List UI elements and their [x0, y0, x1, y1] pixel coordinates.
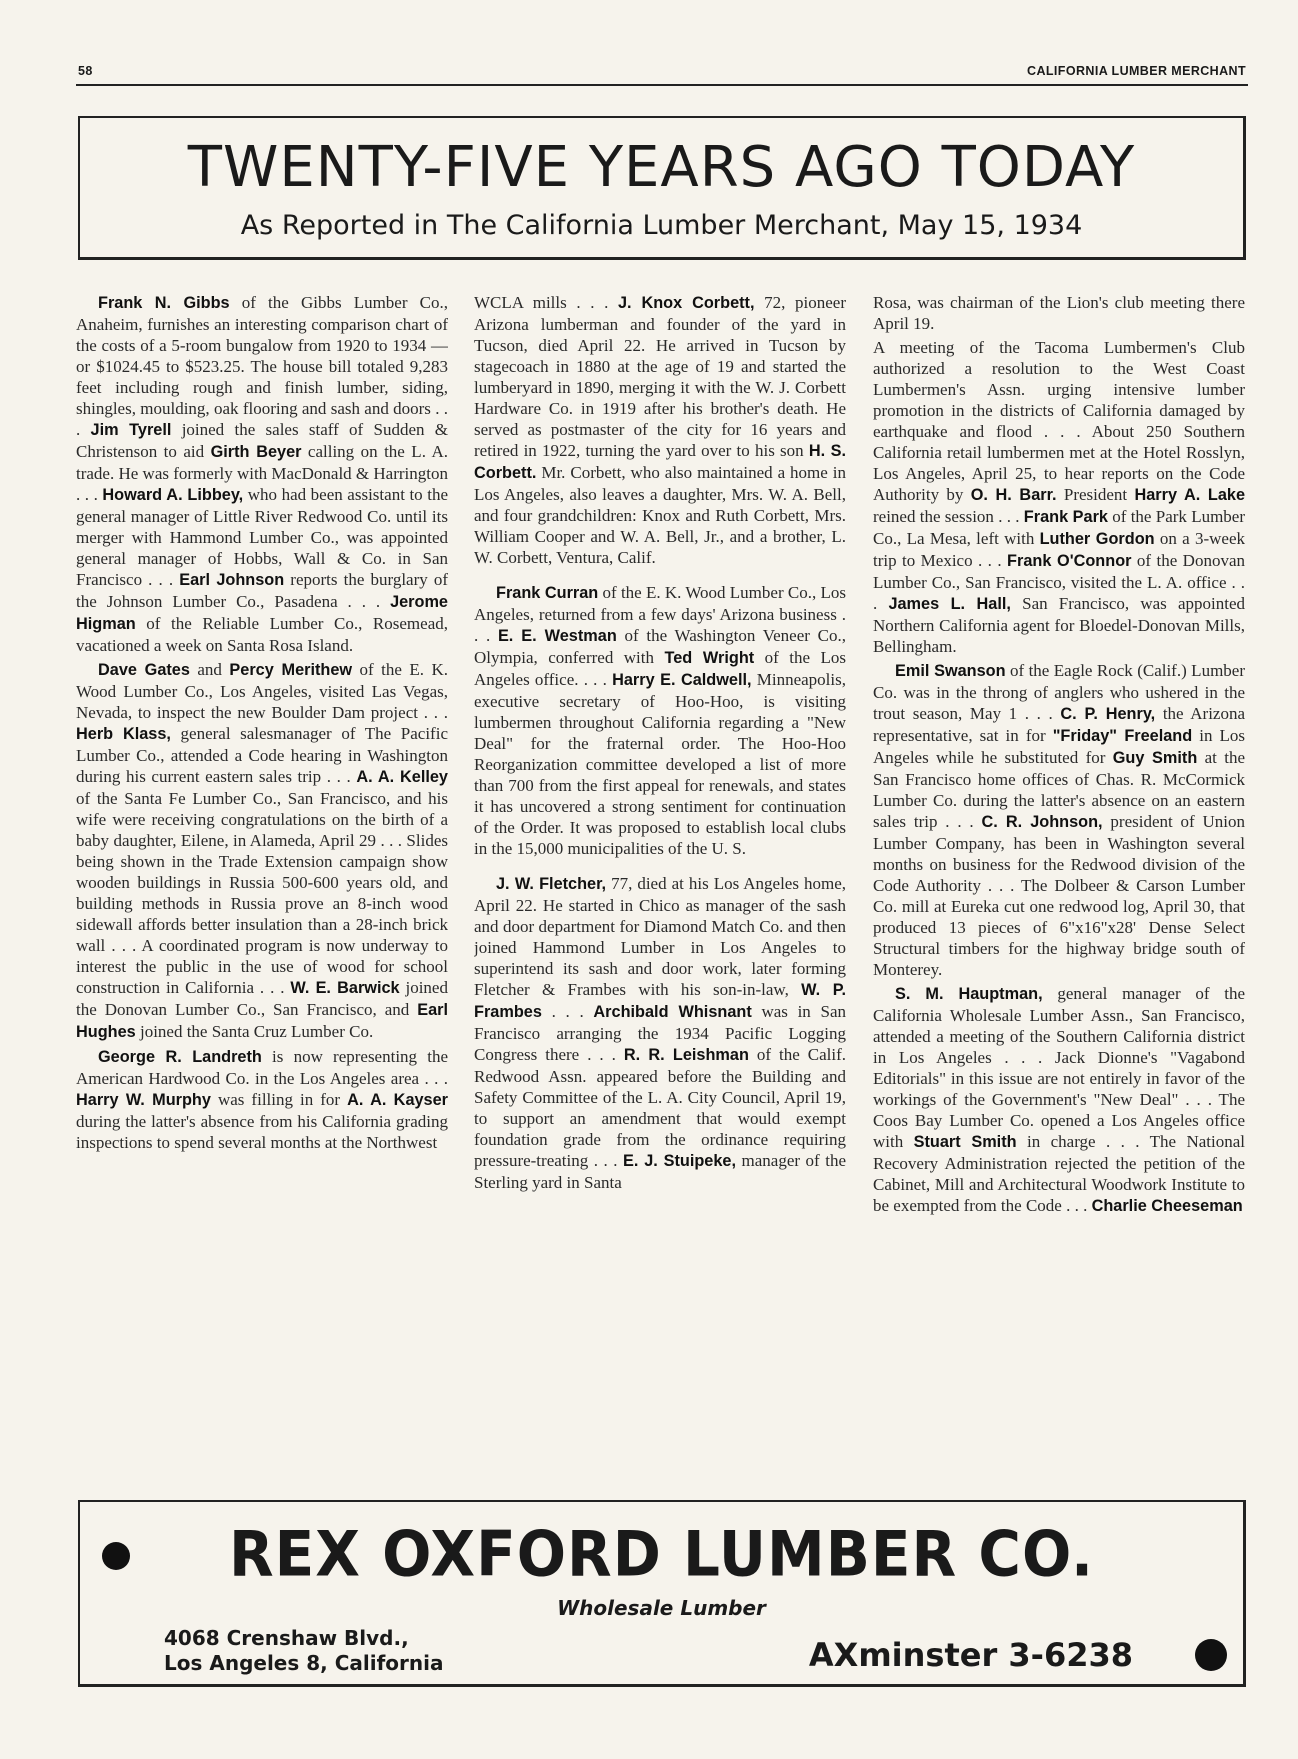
paragraph-text: general manager of the California Wholesale Lumber Assn., San Francisco, attended a meeting of the Southern California district in Los Angeles . . . Jack Dionne's "Vagabond Editorials" in this issue are not entirely in favor of the workings of the Government's "New Deal" . . . The Coos Bay Lumber Co. opened a Los Angeles office with	[873, 984, 1245, 1151]
person-name: E. J. Stuipeke,	[623, 1152, 736, 1170]
person-name: Percy Merithew	[229, 661, 353, 679]
article-paragraph	[873, 660, 1245, 980]
article-paragraph	[873, 292, 1245, 334]
person-name: Charlie Cheeseman	[1091, 1197, 1243, 1215]
person-name: Jim Tyrell	[90, 421, 172, 439]
paragraph-text: of the Santa Fe Lumber Co., San Francisco, and his wife were receiving congratulations on the birth of a baby daughter, Eilene, in Alameda, April 29 . . . Slides being shown in the Trade Extension campaign show wooden buildings in Russia 500-600 years old, and building methods in Russia prove an 8-inch wood sidewall affords better insulation than a 28-inch brick wall . . . A coordinated program is now underway to interest the public in the use of wood for school construction in California . . .	[76, 789, 448, 997]
paragraph-text: joined the Santa Cruz Lumber Co.	[135, 1022, 374, 1041]
person-name: Archibald Whisnant	[593, 1003, 752, 1021]
paragraph-text: at the San Francisco home offices of Chas. R. McCormick Lumber Co. during the latter's absence on an eastern sales trip . . .	[873, 748, 1245, 831]
person-name: S. M. Hauptman,	[895, 985, 1043, 1003]
ad-address-line-2: Los Angeles 8, California	[164, 1651, 444, 1675]
article-body	[0, 292, 1298, 1468]
person-name: "Friday" Freeland	[1052, 727, 1193, 745]
paragraph-text: joined the Donovan Lumber Co., San Francisco, and	[76, 978, 448, 1019]
paragraph-text: of the Gibbs Lumber Co., Anaheim, furnishes an interesting comparison chart of the costs of a 5-room bungalow from 1920 to 1934 —or $1024.45 to $523.25. The house bill totaled 9,283 feet including rough and finish lumber, siding, shingles, moulding, oak flooring and sash and doors . . .	[76, 293, 448, 439]
paragraph-text: of the Los Angeles office. . . .	[474, 648, 846, 689]
paragraph-text: WCLA mills . . .	[474, 293, 618, 312]
paragraph-text: A meeting of the Tacoma Lumbermen's Club authorized a resolution to the West Coast Lumbermen's Assn. urging intensive lumber promotion in the districts of California damaged by earthquake and flood . . . About 250 Southern California retail lumbermen met at the Hotel Rosslyn, Los Angeles, April 25, to hear reports on the Code Authority by	[873, 338, 1245, 504]
person-name: Luther Gordon	[1039, 530, 1155, 548]
publication-name: CALIFORNIA LUMBER MERCHANT	[1027, 64, 1246, 78]
person-name: J. W. Fletcher,	[496, 875, 607, 893]
person-name: James L. Hall,	[888, 595, 1011, 613]
person-name: Girth Beyer	[210, 443, 302, 461]
paragraph-text: on a 3-week trip to Mexico . . .	[873, 529, 1245, 570]
paragraph-text: during the latter's absence from his California grading inspections to spend several months at the Northwest	[76, 1112, 448, 1152]
article-paragraph	[76, 1046, 448, 1153]
paragraph-text: in Los Angeles while he substituted for	[873, 726, 1245, 767]
paragraph-text: Minneapolis, executive secretary of Hoo-Hoo, is visiting lumbermen throughout California regarding a "New Deal" for the fraternal order. The Hoo-Hoo Reorganization committee developed a list of more than 700 from the first appeal for renewals, and states it has uncovered a strong sentiment for continuation of the Order. It was proposed to establish local clubs in the 15,000 municipalities of the U. S.	[474, 670, 846, 858]
person-name: Stuart Smith	[913, 1133, 1017, 1151]
paragraph-text: who had been assistant to the general manager of Little River Redwood Co. until its merger with Hammond Lumber Co., was appointed general manager of Hobbs, Wall & Co. in San Francisco . . .	[76, 485, 448, 589]
page-number: 58	[78, 64, 93, 78]
paragraph-text: of the E. K. Wood Lumber Co., Los Angeles, visited Las Vegas, Nevada, to inspect the new Boulder Dam project . . .	[76, 660, 448, 722]
article-paragraph	[474, 292, 846, 568]
person-name: E. E. Westman	[497, 627, 617, 645]
paragraph-text: of the E. K. Wood Lumber Co., Los Angeles, returned from a few days' Arizona business . . .	[474, 583, 846, 645]
paragraph-text: in charge . . . The National Recovery Administration rejected the petition of the Cabinet, Mill and Architectural Woodwork Institute to be exempted from the Code . . .	[873, 1132, 1245, 1215]
paragraph-text: general salesmanager of The Pacific Lumber Co., attended a Code hearing in Washington during his current eastern sales trip . . .	[76, 724, 448, 786]
ad-tagline: Wholesale Lumber	[557, 1596, 766, 1620]
person-name: Earl Johnson	[179, 571, 285, 589]
column-3	[873, 292, 1245, 1468]
column-2	[474, 292, 846, 1468]
person-name: H. S. Corbett.	[474, 442, 846, 482]
paragraph-text: of the Donovan Lumber Co., San Francisco, visited the L. A. office . . .	[873, 551, 1245, 613]
ad-company-name: REX OXFORD LUMBER CO.	[228, 1517, 1095, 1591]
person-name: R. R. Leishman	[623, 1046, 749, 1064]
article-paragraph	[474, 873, 846, 1193]
person-name: Emil Swanson	[895, 662, 1006, 680]
person-name: Harry A. Lake	[1134, 486, 1245, 504]
article-paragraph	[873, 337, 1245, 657]
feature-title: TWENTY-FIVE YEARS AGO TODAY	[187, 135, 1136, 200]
bullet-icon	[1195, 1639, 1227, 1671]
paragraph-text: and	[189, 660, 230, 679]
person-name: George R. Landreth	[98, 1048, 262, 1066]
paragraph-text: manager of the Sterling yard in Santa	[474, 1151, 846, 1192]
paragraph-text: is now representing the American Hardwood Co. in the Los Angeles area . . .	[76, 1047, 448, 1088]
ad-address	[164, 1626, 444, 1676]
person-name: C. P. Henry,	[1060, 705, 1156, 723]
article-paragraph	[76, 659, 448, 1043]
person-name: W. P. Frambes	[474, 981, 846, 1021]
paragraph-text: president of Union Lumber Company, has been in Washington several months on business for the Redwood division of the Code Authority . . . The Dolbeer & Carson Lumber Co. mill at Eureka cut one redwood log, April 30, that produced 13 pieces of 6"x16"x28' Dense Select Structural timbers for the highway bridge south of Monterey.	[873, 812, 1245, 979]
person-name: A. A. Kayser	[347, 1091, 448, 1109]
person-name: W. E. Barwick	[290, 979, 400, 997]
ad-address-line-1: 4068 Crenshaw Blvd.,	[164, 1626, 409, 1650]
paragraph-text: reports the burglary of the Johnson Lumber Co., Pasadena . . .	[76, 570, 448, 611]
paragraph-text: of the Park Lumber Co., La Mesa, left with	[873, 507, 1245, 548]
paragraph-text: Rosa, was chairman of the Lion's club meeting there April 19.	[873, 293, 1245, 333]
column-1	[76, 292, 448, 1468]
person-name: Ted Wright	[664, 649, 755, 667]
paragraph-text: 77, died at his Los Angeles home, April 22. He started in Chico as manager of the sash and door department for Diamond Match Co. and then joined Hammond Lumber in Los Angeles to superintend its sash and door work, later forming Fletcher & Frambes with his son-in-law,	[474, 874, 846, 999]
person-name: Earl Hughes	[76, 1001, 448, 1041]
person-name: A. A. Kelley	[356, 768, 448, 786]
paragraph-text: of the Calif. Redwood Assn. appeared before the Building and Safety Committee of the L. A. City Council, April 19, to support an amendment that would exempt foundation grade from the ordinance requiring pressure-treating . . .	[474, 1045, 846, 1170]
article-paragraph	[76, 292, 448, 656]
person-name: O. H. Barr.	[970, 486, 1057, 504]
article-paragraph	[474, 582, 846, 859]
person-name: Howard A. Libbey,	[102, 486, 244, 504]
paragraph-text: was filling in for	[210, 1090, 348, 1109]
person-name: Dave Gates	[98, 661, 190, 679]
paragraph-text: joined the sales staff of Sudden & Christenson to aid	[76, 420, 448, 461]
person-name: Frank Curran	[496, 584, 599, 602]
article-paragraph	[873, 983, 1245, 1217]
person-name: Frank O'Connor	[1007, 552, 1132, 570]
person-name: Frank N. Gibbs	[98, 294, 230, 312]
header-rule	[76, 84, 1248, 86]
person-name: Guy Smith	[1112, 749, 1198, 767]
person-name: Harry E. Caldwell,	[612, 671, 752, 689]
ad-phone: AXminster 3-6238	[808, 1636, 1133, 1674]
paragraph-text: calling on the L. A. trade. He was formerly with MacDonald & Harrington . . .	[76, 442, 448, 504]
paragraph-text: of the Reliable Lumber Co., Rosemead, vacationed a week on Santa Rosa Island.	[76, 614, 448, 655]
paragraph-text: reined the session . . .	[873, 507, 1024, 526]
person-name: C. R. Johnson,	[981, 813, 1103, 831]
advertisement	[78, 1500, 1246, 1687]
feature-subtitle: As Reported in The California Lumber Merchant, May 15, 1934	[240, 210, 1083, 241]
page-header	[78, 60, 1246, 84]
feature-title-box	[78, 116, 1246, 260]
person-name: Frank Park	[1023, 508, 1108, 526]
paragraph-text: Mr. Corbett, who also maintained a home in Los Angeles, also leaves a daughter, Mrs. W. A. Bell, and four grandchildren: Knox and Ruth Corbett, Mrs. William Cooper and W. A. Bell, Jr., and a brother, L. W. Corbett, Ventura, Calif.	[474, 463, 846, 567]
paragraph-text: the Arizona representative, sat in for	[873, 704, 1245, 745]
paragraph-text: 72, pioneer Arizona lumberman and founder of the yard in Tucson, died April 22. He arrived in Tucson by stagecoach in 1880 at the age of 19 and started the lumberyard in 1890, merging it with the W. J. Corbett Hardware Co. in 1919 after his brother's death. He served as postmaster of the city for 16 years and retired in 1922, turning the yard over to his son	[474, 293, 846, 460]
paragraph-text: . . .	[541, 1002, 594, 1021]
person-name: Harry W. Murphy	[76, 1091, 211, 1109]
person-name: J. Knox Corbett,	[618, 294, 755, 312]
paragraph-text: President	[1056, 485, 1135, 504]
paragraph-text: San Francisco, was appointed Northern California agent for Bloedel-Donovan Mills, Bellingham.	[873, 594, 1245, 656]
paragraph-text: was in San Francisco arranging the 1934 Pacific Logging Congress there . . .	[474, 1002, 846, 1064]
paragraph-text: of the Eagle Rock (Calif.) Lumber Co. was in the throng of anglers who ushered in the trout season, May 1 . . .	[873, 661, 1245, 723]
person-name: Jerome Higman	[76, 593, 448, 633]
paragraph-text: of the Washington Veneer Co., Olympia, conferred with	[474, 626, 846, 667]
person-name: Herb Klass,	[76, 725, 171, 743]
